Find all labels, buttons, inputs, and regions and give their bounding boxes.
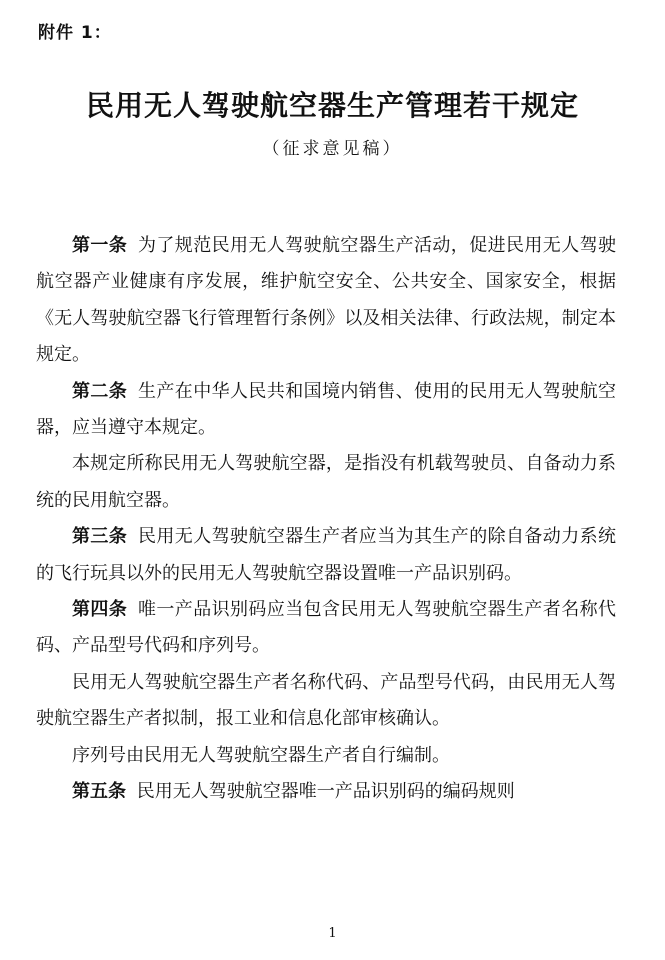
- article-label: 第一条: [72, 235, 128, 256]
- paragraph-article-2: [36, 374, 616, 447]
- paragraph-text: 唯一产品识别码应当包含民用无人驾驶航空器生产者名称代码、产品型号代码和序列号。: [36, 599, 617, 657]
- paragraph-text: 民用无人驾驶航空器生产者名称代码、产品型号代码，由民用无人驾驶航空器生产者拟制，报工业和信息化部审核确认。: [36, 671, 616, 730]
- paragraph-text: 民用无人驾驶航空器唯一产品识别码的编码规则: [136, 781, 515, 803]
- paragraph-article-5: [36, 774, 616, 810]
- attachment-label: 附件 1：: [38, 23, 112, 43]
- paragraph-article-4-codes: [36, 665, 616, 738]
- paragraph-text: 为了规范民用无人驾驶航空器生产活动，促进民用无人驾驶航空器产业健康有序发展，维护航空安全、公共安全、国家安全，根据《无人驾驶航空器飞行管理暂行条例》以及相关法律、行政法规，制定本规定。: [36, 235, 617, 366]
- paragraph-article-1: [36, 228, 616, 374]
- paragraph-text: 本规定所称民用无人驾驶航空器，是指没有机载驾驶员、自备动力系统的民用航空器。: [36, 453, 616, 511]
- paragraph-article-2-definition: [36, 446, 616, 519]
- paragraph-text: 民用无人驾驶航空器生产者应当为其生产的除自备动力系统的飞行玩具以外的民用无人驾驶航空器设置唯一产品识别码。: [36, 526, 617, 584]
- article-label: 第二条: [72, 380, 128, 402]
- paragraph-article-4-serial: [36, 738, 616, 774]
- paragraph-text: 生产在中华人民共和国境内销售、使用的民用无人驾驶航空器，应当遵守本规定。: [36, 380, 617, 439]
- paragraph-article-4: [36, 592, 616, 665]
- document-title: 民用无人驾驶航空器生产管理若干规定: [85, 89, 579, 122]
- document-body: [36, 228, 616, 811]
- article-label: 第四条: [72, 599, 128, 621]
- paragraph-article-3: [36, 519, 616, 592]
- article-label: 第五条: [72, 781, 126, 803]
- page-number: 1: [328, 926, 337, 941]
- paragraph-text: 序列号由民用无人驾驶航空器生产者自行编制。: [72, 744, 450, 766]
- document-subtitle: （征求意见稿）: [262, 139, 403, 159]
- article-label: 第三条: [72, 526, 128, 548]
